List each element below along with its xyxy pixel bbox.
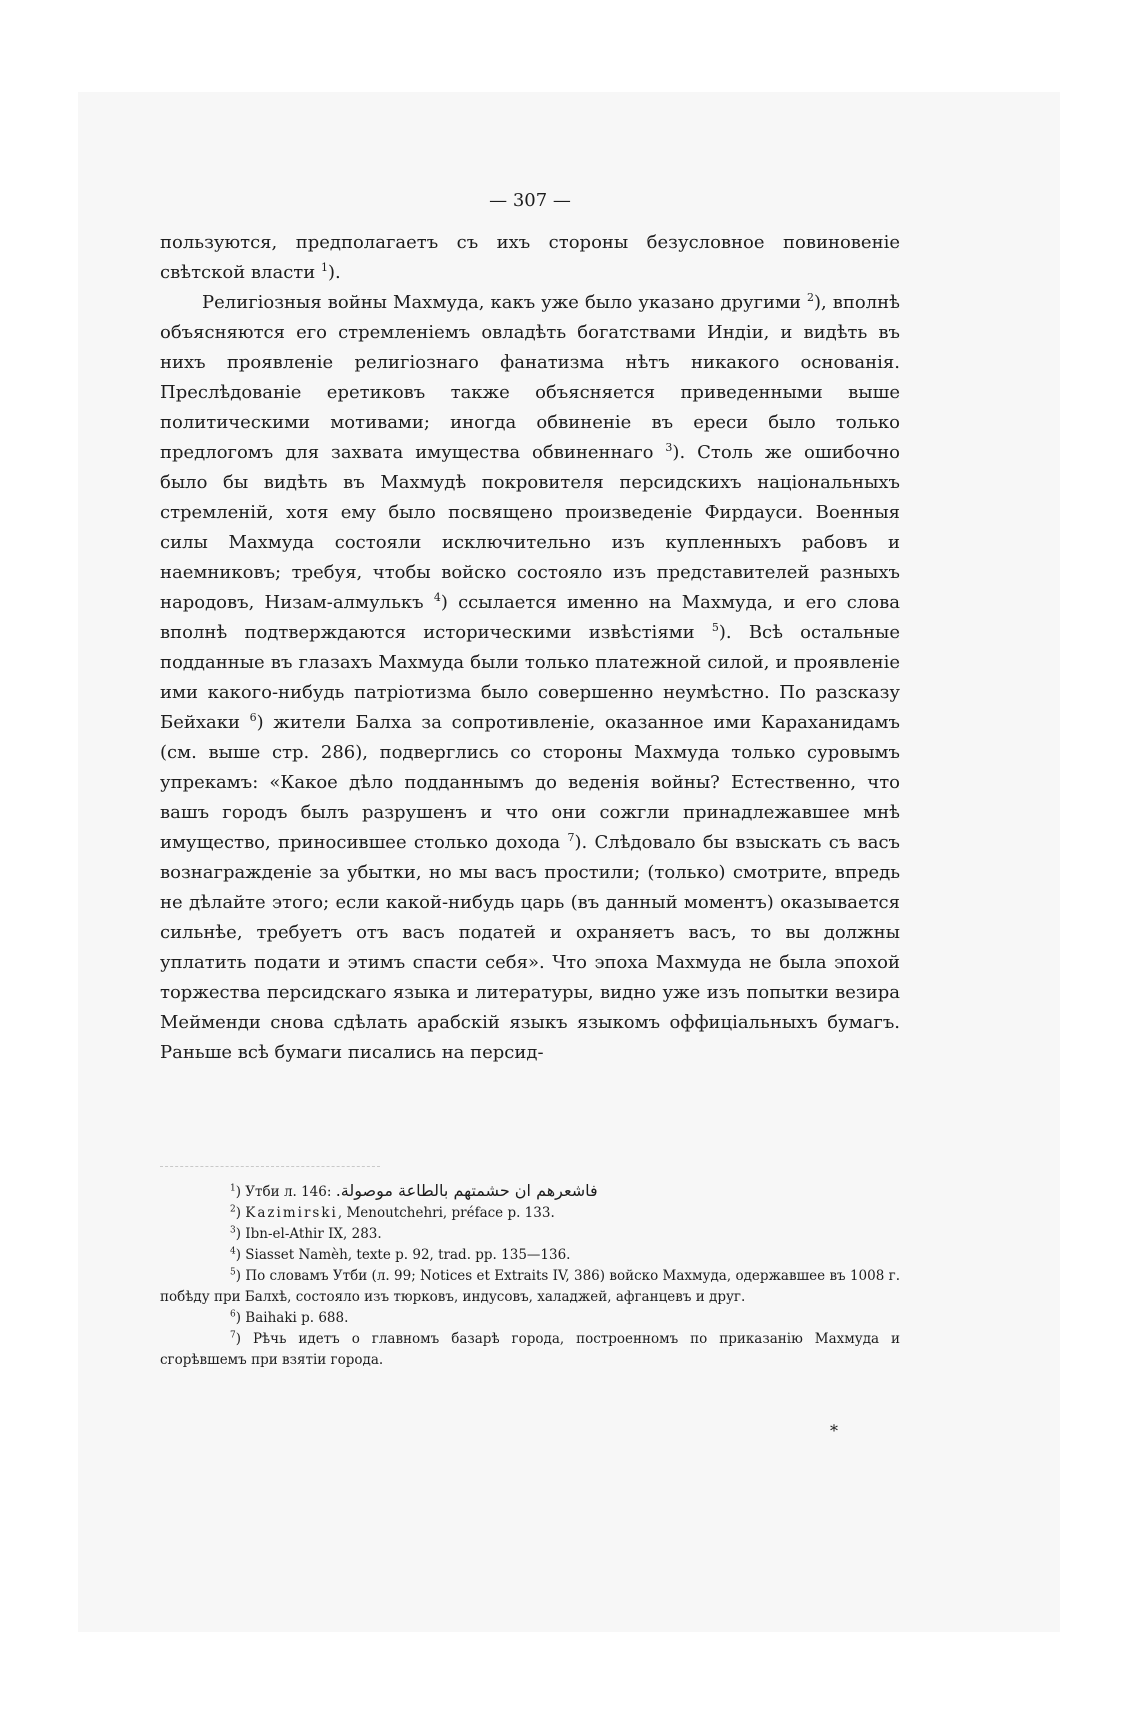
footnote-2: $^2$) Kazimirski, Menoutchehri, préface p. 133. bbox=[230, 1204, 555, 1221]
paragraph-2-text-7: . Слѣдовало бы взыскать съ васъ вознагражденіе за убытки, но мы васъ простили; (только) смотрите, впредь не дѣлайте этого; если какой-нибудь царь (въ данный моментъ) оказывается сильнѣе, требуетъ отъ васъ податей и охраняетъ васъ, то вы должны уплатить подати и этимъ спасти себя». Что эпоха Махмуда не была эпохой торжества персидскаго языка и литературы, видно уже изъ попытки везира Мейменди снова сдѣлать арабскій языкъ языкомъ оффиціальныхъ бумагъ. Раньше всѣ бумаги писались на персид- bbox=[160, 832, 900, 1063]
footnote-6: $^6$) Baihaki p. 688. bbox=[230, 1309, 349, 1326]
footnote-1-arabic: فاشعرهم ان حشمتهم بالطاعة موصولة. bbox=[335, 1181, 598, 1200]
paragraph-2: Религіозныя войны Махмуда, какъ уже было указано другими $^2$), вполнѣ объясняются его стремленіемъ овладѣть богатствами Индіи, и видѣть въ нихъ проявленіе религіознаго фанатизма нѣтъ никакого основанія. Преслѣдованіе еретиковъ также объясняется приведенными выше политическими мотивами; иногда обвиненіе въ ереси было только предлогомъ для захвата имущества обвиненнаго $^3$). Столь же ошибочно было бы видѣть въ Махмудѣ покровителя персидскихъ національныхъ стремленій, хотя ему было посвящено произведеніе Фирдауси. Военныя силы Махмуда состояли исключительно изъ купленныхъ рабовъ и наемниковъ; требуя, чтобы войско состояло изъ представителей разныхъ народовъ, Низам-алмулькъ $^4$) ссылается именно на Махмуда, и его слова вполнѣ подтверждаются историческими извѣстіями $^5$). Всѣ остальные подданные въ глазахъ Махмуда были только платежной силой, и проявленіе ими какого-нибудь патріотизма было совершенно неумѣстно. По разсказу Бейхаки $^6$) жители Балха за сопротивленіе, оказанное ими Караханидамъ (см. выше стр. 286), подверглись со стороны Махмуда только суровымъ упрекамъ: «Какое дѣло подданнымъ до веденія войны? Естественно, что вашъ городъ былъ разрушенъ и что они сожгли принадлежавшее мнѣ имущество, приносившее столько дохода $^7$). Слѣдовало бы взыскать съ васъ вознагражденіе за убытки, но мы васъ простили; (только) смотрите, впредь не дѣлайте этого; если какой-нибудь царь (въ данный моментъ) оказывается сильнѣе, требуетъ отъ васъ податей и охраняетъ васъ, то вы должны уплатить подати и этимъ спасти себя». Что эпоха Махмуда не была эпохой торжества персидскаго языка и литературы, видно уже изъ попытки везира Мейменди снова сдѣлать арабскій языкъ языкомъ оффиціальныхъ бумагъ. Раньше всѣ бумаги писались на персид- bbox=[160, 291, 900, 1063]
footnote-ref-6: 6 bbox=[249, 711, 257, 724]
footnote-1: $^1$) Утби л. 146: فاشعرهم ان حشمتهم بالطاعة موصولة. bbox=[230, 1181, 598, 1200]
footnote-ref-1: $^1$) bbox=[320, 261, 336, 283]
footnote-ref-3: 3 bbox=[665, 441, 673, 454]
footnote-6-text: Baihaki p. 688. bbox=[245, 1310, 349, 1326]
footnote-7-num: 7 bbox=[230, 1330, 236, 1341]
footnote-2-author: Kazimirski bbox=[245, 1205, 338, 1221]
footnote-5-num: 5 bbox=[230, 1267, 236, 1278]
separator-line bbox=[160, 1166, 380, 1167]
paragraph-2-text-2: , вполнѣ объясняются его стремленіемъ овладѣть богатствами Индіи, и видѣть въ нихъ проявленіе религіознаго фанатизма нѣтъ никакого основанія. Преслѣдованіе еретиковъ также объясняется приведенными выше политическими мотивами; иногда обвиненіе въ ереси было только предлогомъ для захвата имущества обвиненнаго bbox=[160, 292, 900, 463]
footnote-6-num: 6 bbox=[230, 1309, 236, 1320]
footnote-1-num: 1 bbox=[230, 1183, 236, 1194]
paragraph-2-text-4: ссылается именно на Махмуда, и его слова вполнѣ подтверждаются историческими извѣстіями bbox=[160, 592, 900, 643]
paragraph-1 bbox=[160, 228, 900, 288]
footnote-5: $^5$) По словамъ Утби (л. 99; Notices et Extraits IV, 386) войско Махмуда, одержавшее въ 1008 г. побѣду при Балхѣ, состояло изъ тюрковъ, индусовъ, халаджей, афганцевъ и друг. bbox=[160, 1267, 900, 1305]
footnote-5-text: По словамъ Утби (л. 99; Notices et Extraits IV, 386) войско Махмуда, одержавшее въ 1008 г. побѣду при Балхѣ, состояло изъ тюрковъ, индусовъ, халаджей, афганцевъ и друг. bbox=[160, 1268, 900, 1305]
printer-mark: ⁎ bbox=[830, 1416, 838, 1435]
footnote-4-text: Siasset Namèh, texte p. 92, trad. pp. 135—136. bbox=[245, 1247, 571, 1263]
paragraph-2-text-6: жители Балха за сопротивленіе, оказанное ими Караханидамъ (см. выше стр. 286), подверглись со стороны Махмуда только суровымъ упрекамъ: «Какое дѣло подданнымъ до веденія войны? Естественно, что вашъ городъ былъ разрушенъ и что они сожгли принадлежавшее мнѣ имущество, приносившее столько дохода bbox=[160, 712, 900, 853]
footnote-1-text: Утби л. 146: bbox=[245, 1184, 336, 1200]
footnote-3-text: Ibn-el-Athir IX, 283. bbox=[245, 1226, 382, 1242]
page-number: — 307 — bbox=[489, 190, 571, 211]
footnote-2-num: 2 bbox=[230, 1204, 236, 1215]
paragraph-2-text-3: . Столь же ошибочно было бы видѣть въ Махмудѣ покровителя персидскихъ національныхъ стремленій, хотя ему было посвящено произведеніе Фирдауси. Военныя силы Махмуда состояли исключительно изъ купленныхъ рабовъ и наемниковъ; требуя, чтобы войско состояло изъ представителей разныхъ народовъ, Низам-алмулькъ bbox=[160, 442, 900, 613]
footnote-2-text: , Menoutchehri, préface p. 133. bbox=[337, 1205, 555, 1221]
paragraph-1-text: пользуются, предполагаетъ съ ихъ стороны безусловное повиновеніе свѣтской власти bbox=[160, 232, 900, 283]
footnote-ref-1-num: 1 bbox=[320, 261, 328, 274]
main-text-block bbox=[160, 188, 900, 1068]
paragraph-1-end: . bbox=[335, 262, 341, 283]
footnote-ref-2: 2 bbox=[806, 291, 814, 304]
footnote-ref-5: 5 bbox=[711, 621, 719, 634]
paragraph-2-text-5: . Всѣ остальные подданные въ глазахъ Махмуда были только платежной силой, и проявленіе ими какого-нибудь патріотизма было совершенно неумѣстно. По разсказу Бейхаки bbox=[160, 622, 900, 733]
footnotes bbox=[160, 1180, 900, 1371]
footnote-4-num: 4 bbox=[230, 1246, 236, 1257]
footnote-ref-7: 7 bbox=[567, 831, 575, 844]
footnote-7: $^7$) Рѣчь идетъ о главномъ базарѣ города, построенномъ по приказанію Махмуда и сгорѣвшемъ при взятіи города. bbox=[160, 1330, 901, 1368]
footnote-3: $^3$) Ibn-el-Athir IX, 283. bbox=[230, 1225, 382, 1242]
footnote-7-text: Рѣчь идетъ о главномъ базарѣ города, построенномъ по приказанію Махмуда и сгорѣвшемъ при взятіи города. bbox=[160, 1331, 901, 1368]
footnote-ref-4: 4 bbox=[433, 591, 441, 604]
footnote-4: $^4$) Siasset Namèh, texte p. 92, trad. pp. 135—136. bbox=[230, 1246, 571, 1263]
paragraph-2-text-1: Религіозныя войны Махмуда, какъ уже было указано другими bbox=[202, 292, 807, 313]
footnote-3-num: 3 bbox=[230, 1225, 236, 1236]
